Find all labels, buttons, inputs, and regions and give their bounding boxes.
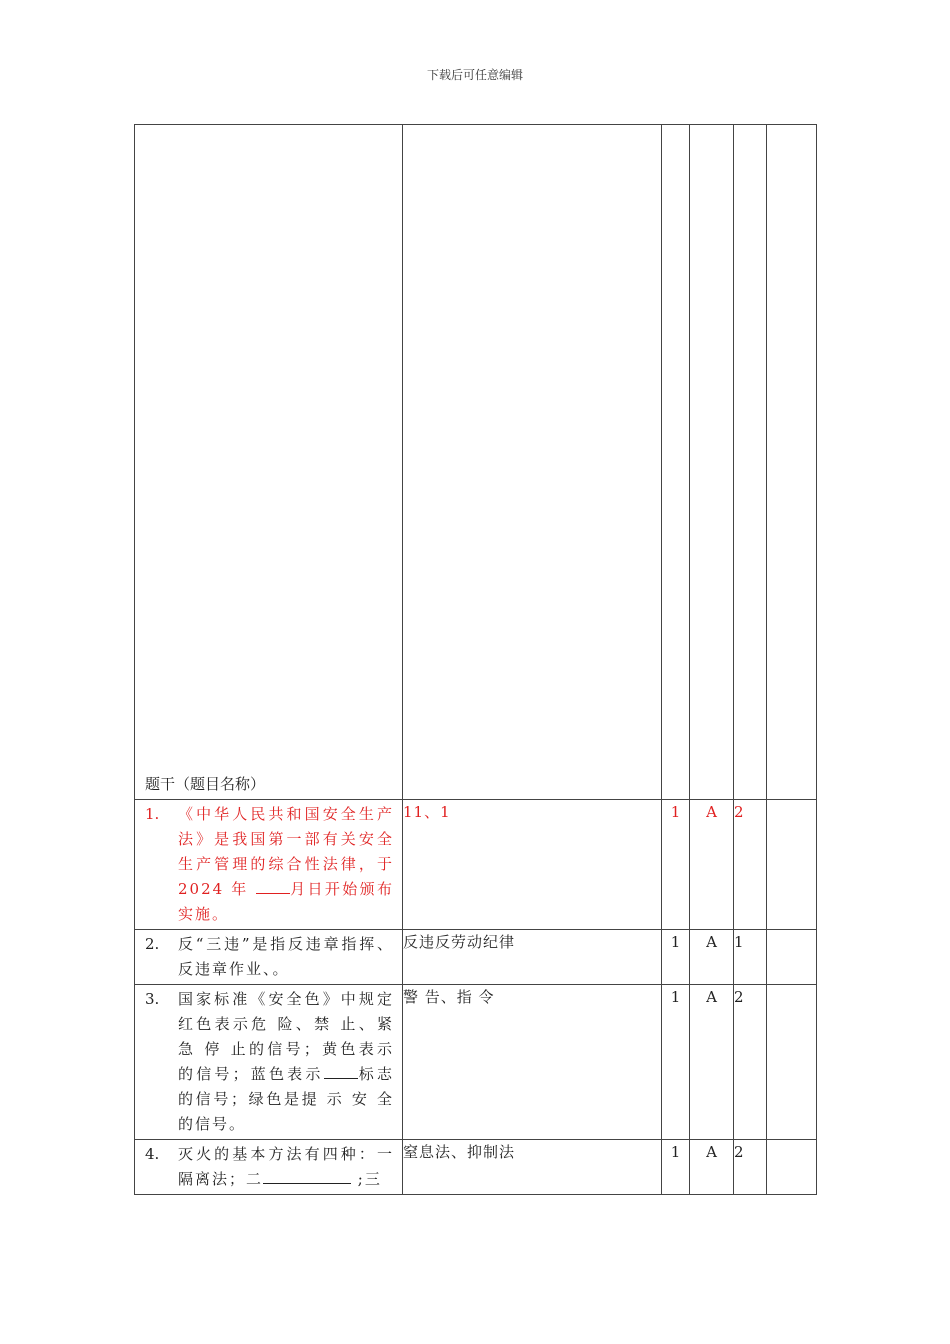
question-number: 2. — [145, 935, 160, 953]
answer-cell: 11、1 — [403, 800, 662, 930]
answer-cell: 反违反劳动纪律 — [403, 930, 662, 985]
fill-blank — [256, 877, 290, 894]
question-number: 3. — [145, 990, 160, 1008]
score-cell: 1 — [662, 985, 690, 1140]
level-cell: A — [690, 1140, 734, 1195]
difficulty-cell: 1 — [734, 930, 767, 985]
question-stem: 《中华人民共和国安全生产法》是我国第一部有关安全生产管理的综合性法律，于 2024 年 月日开始颁布实施。 — [178, 805, 394, 923]
stem-cell — [135, 930, 403, 985]
stem-cell — [135, 800, 403, 930]
table-header-row — [135, 125, 817, 800]
level-cell: A — [690, 800, 734, 930]
question-number: 4. — [145, 1145, 160, 1163]
remark-header-cell — [767, 125, 817, 800]
difficulty-cell: 2 — [734, 985, 767, 1140]
difficulty-cell: 2 — [734, 1140, 767, 1195]
score-header-cell — [662, 125, 690, 800]
answer-cell: 警 告、指 令 — [403, 985, 662, 1140]
question-stem: 国家标准《安全色》中规定红色表示危 险、禁 止、紧急 停 止的信号；黄色表示的信号；蓝色表示 标志的信号；绿色是提 示 安 全的信号。 — [178, 990, 394, 1133]
fill-blank — [263, 1167, 351, 1184]
level-cell: A — [690, 985, 734, 1140]
score-cell: 1 — [662, 800, 690, 930]
remark-cell — [767, 1140, 817, 1195]
remark-cell — [767, 930, 817, 985]
question-stem: 反“三违”是指反违章指挥、反违章作业、。 — [178, 935, 394, 978]
remark-cell — [767, 800, 817, 930]
difficulty-cell: 2 — [734, 800, 767, 930]
table-row — [135, 800, 817, 930]
question-number: 1. — [145, 805, 160, 823]
score-cell: 1 — [662, 930, 690, 985]
stem-cell — [135, 985, 403, 1140]
table-row — [135, 930, 817, 985]
fill-blank — [324, 1062, 358, 1079]
difficulty-header-cell — [734, 125, 767, 800]
score-cell: 1 — [662, 1140, 690, 1195]
remark-cell — [767, 985, 817, 1140]
level-cell: A — [690, 930, 734, 985]
table-row — [135, 985, 817, 1140]
stem-cell — [135, 1140, 403, 1195]
page-header-note: 下载后可任意编辑 — [426, 68, 523, 82]
stem-header-cell: 题干（题目名称） — [135, 125, 403, 800]
answer-header-cell — [403, 125, 662, 800]
level-header-cell — [690, 125, 734, 800]
question-stem: 灭火的基本方法有四种：一隔离法；二 ;三 — [178, 1145, 394, 1188]
question-table — [134, 124, 817, 1195]
table-row — [135, 1140, 817, 1195]
answer-cell: 窒息法、抑制法 — [403, 1140, 662, 1195]
